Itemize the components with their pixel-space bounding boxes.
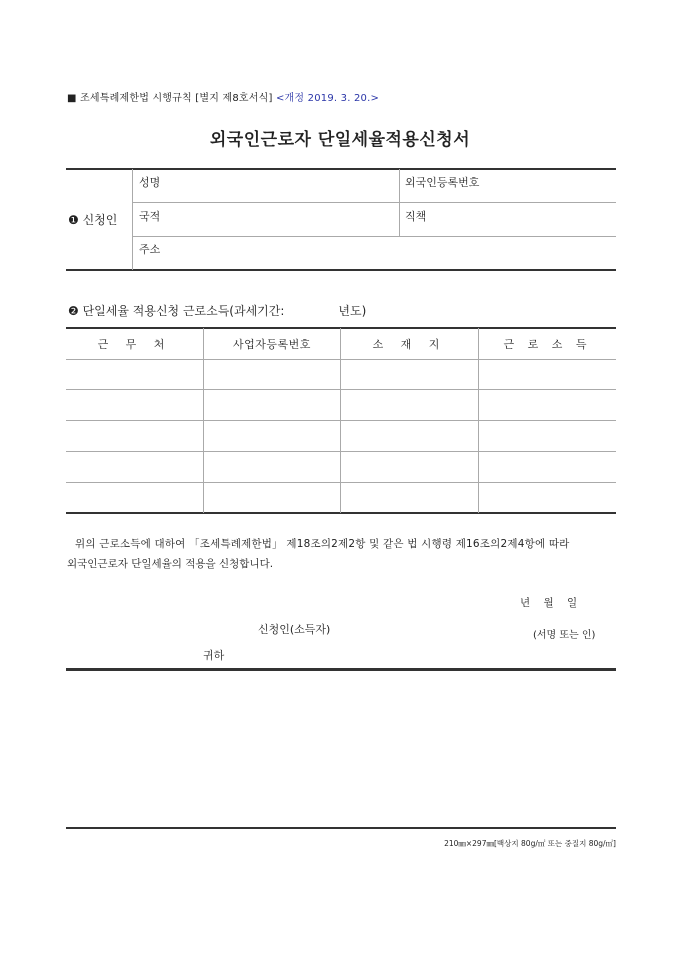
income-table-top-border bbox=[66, 327, 616, 329]
statement-line-2: 외국인근로자 단일세율의 적용을 신청합니다. bbox=[67, 558, 274, 570]
applicant-top-border bbox=[66, 168, 616, 170]
tax-year-suffix: 년도) bbox=[338, 304, 367, 318]
signature-note[interactable]: (서명 또는 인) bbox=[533, 630, 596, 641]
applicant-row-divider-2 bbox=[133, 236, 616, 237]
form-end-border bbox=[66, 668, 616, 671]
table-cell[interactable] bbox=[204, 360, 340, 389]
location-column-header: 소 재 지 bbox=[372, 338, 447, 351]
applicant-bottom-border bbox=[66, 269, 616, 271]
table-cell[interactable] bbox=[341, 360, 478, 389]
application-statement bbox=[67, 534, 619, 574]
applicant-signature-label: 신청인(소득자) bbox=[258, 623, 331, 636]
regulation-reference: 조세특례제한법 시행규칙 [별지 제8호서식] bbox=[80, 93, 273, 104]
applicant-col-divider bbox=[399, 169, 400, 237]
statement-line-1: 위의 근로소득에 대하여 「조세특례제한법」 제18조의2제2항 및 같은 법 시행령 제16조의2제4항에 따라 bbox=[75, 538, 570, 550]
date-field[interactable]: 년 월 일 bbox=[520, 597, 578, 609]
recipient-label: 귀하 bbox=[203, 649, 225, 662]
applicant-section-label: ❶ 신청인 bbox=[68, 213, 118, 227]
income-section-title: ❷ 단일세율 적용신청 근로소득(과세기간: bbox=[68, 304, 285, 318]
income-table-bottom-border bbox=[66, 512, 616, 514]
address-field[interactable]: 주소 bbox=[139, 243, 161, 256]
table-cell[interactable] bbox=[479, 360, 616, 389]
nationality-field[interactable]: 국적 bbox=[139, 210, 161, 223]
header-marker: ■ bbox=[67, 93, 77, 104]
income-column-header: 근 로 소 득 bbox=[503, 338, 592, 351]
name-field[interactable]: 성명 bbox=[139, 176, 161, 189]
registration-number-field[interactable]: 외국인등록번호 bbox=[405, 176, 480, 189]
revision-date: <개정 2019. 3. 20.> bbox=[275, 93, 380, 104]
form-title: 외국인근로자 단일세율적용신청서 bbox=[209, 130, 471, 150]
income-table-body bbox=[66, 360, 616, 512]
applicant-row-divider-1 bbox=[133, 202, 616, 203]
footer-border bbox=[66, 827, 616, 829]
income-section-label bbox=[68, 302, 366, 319]
table-cell[interactable] bbox=[66, 360, 203, 389]
paper-spec: 210㎜×297㎜[백상지 80g/㎡ 또는 중질지 80g/㎡] bbox=[444, 839, 616, 848]
position-field[interactable]: 직책 bbox=[405, 210, 427, 223]
applicant-label-divider bbox=[132, 169, 133, 270]
business-number-column-header: 사업자등록번호 bbox=[233, 338, 311, 351]
form-header bbox=[67, 89, 379, 104]
workplace-column-header: 근 무 처 bbox=[97, 338, 172, 351]
